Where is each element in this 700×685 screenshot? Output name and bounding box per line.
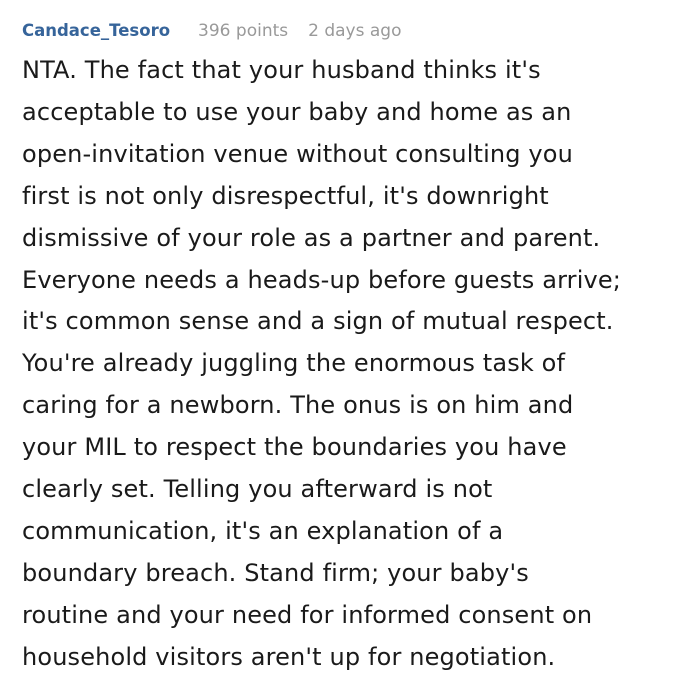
comment-body <box>22 50 682 679</box>
comment-line: acceptable to use your baby and home as an <box>22 97 572 126</box>
comment-line: You're already juggling the enormous task of <box>22 349 566 378</box>
comment-line: routine and your need for informed consent on <box>22 600 593 629</box>
comment-line: open-invitation venue without consulting you <box>22 139 573 168</box>
comment-line: your MIL to respect the boundaries you have <box>22 433 567 462</box>
comment-line: NTA. The fact that your husband thinks it's <box>22 56 541 84</box>
comment-line: it's common sense and a sign of mutual respect. <box>22 307 614 336</box>
comment-line: communication, it's an explanation of a <box>22 516 504 545</box>
comment-meta <box>22 18 682 44</box>
comment <box>22 18 682 679</box>
comment-line: clearly set. Telling you afterward is not <box>22 475 493 504</box>
comment-points: 396 points <box>198 21 289 41</box>
comment-timestamp: 2 days ago <box>308 21 402 41</box>
comment-line: first is not only disrespectful, it's downright <box>22 181 549 210</box>
comment-line: dismissive of your role as a partner and parent. <box>22 223 601 252</box>
comment-line: boundary breach. Stand firm; your baby's <box>22 558 529 587</box>
comment-username-link[interactable]: Candace_Tesoro <box>22 21 171 40</box>
comment-line: Everyone needs a heads-up before guests arrive; <box>22 265 622 294</box>
comment-line: caring for a newborn. The onus is on him and <box>22 391 574 420</box>
comment-line: household visitors aren't up for negotiation. <box>22 642 556 671</box>
